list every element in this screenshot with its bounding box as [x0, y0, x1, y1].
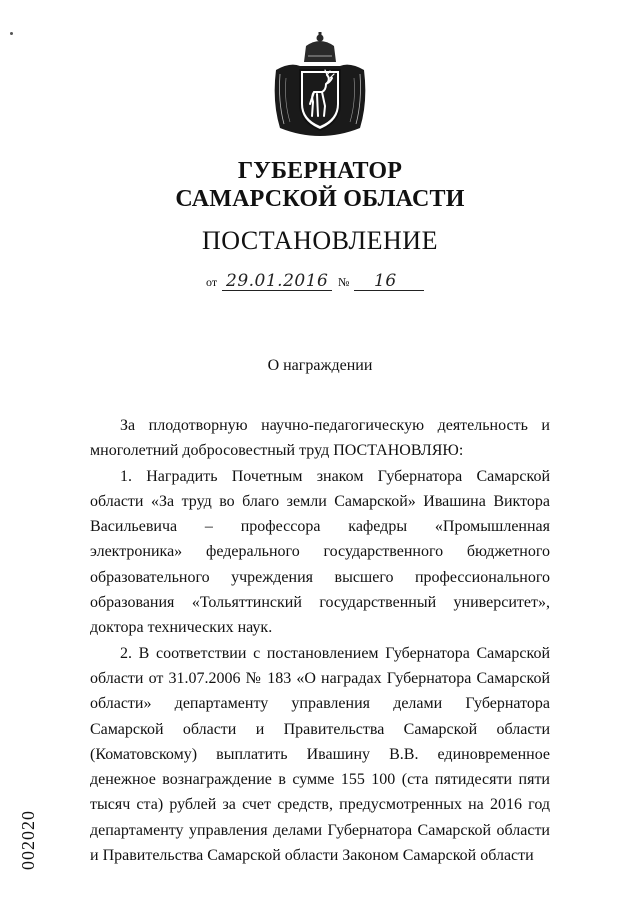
body-paragraph: 2. В соответствии с постановлением Губернатора Самарской области от 31.07.2006 № 183 «О наградах Губернатора Самарской области» департаменту управления делами Губернатора Самарской области и Правительства Самарской области (Коматовскому) выплатить Ивашину В.В. единовременное денежное вознаграждение в сумме 155 100 (ста пятидесяти пяти тысяч ста) рублей за счет средств, предусмотренных на 2016 год департаменту управления делами Губернатора Самарской области и Правительства Самарской области Законом Самарской области — [90, 644, 550, 865]
region-title: САМАРСКОЙ ОБЛАСТИ — [175, 186, 465, 212]
scan-speck — [10, 32, 13, 35]
document-subject: О награждении — [267, 357, 373, 374]
side-registration-number: 002020 — [18, 810, 38, 870]
governor-title: ГУБЕРНАТОР — [237, 158, 403, 184]
number-value: 16 — [374, 271, 397, 291]
number-label: № — [338, 275, 350, 289]
body-paragraph: 1. Наградить Почетным знаком Губернатора Самарской области «За труд во благо земли Самарской» Ивашина Виктора Васильевича – профессора кафедры «Промышленная электроника» федерального государственного бюджетного образовательного учреждения высшего профессионального образования «Тольяттинский государственный университет», доктора технических наук. — [90, 467, 550, 637]
coat-of-arms-emblem — [270, 32, 370, 142]
document-type: ПОСТАНОВЛЕНИЕ — [202, 226, 438, 255]
body-paragraph: За плодотворную научно-педагогическую деятельность и многолетний добросовестный труд ПОСТАНОВЛЯЮ: — [90, 417, 550, 460]
document-body — [90, 413, 550, 868]
date-value: 29.01.2016 — [226, 271, 329, 291]
side-number-wrap — [18, 810, 78, 891]
dateline — [206, 270, 436, 294]
date-label: от — [206, 275, 218, 289]
